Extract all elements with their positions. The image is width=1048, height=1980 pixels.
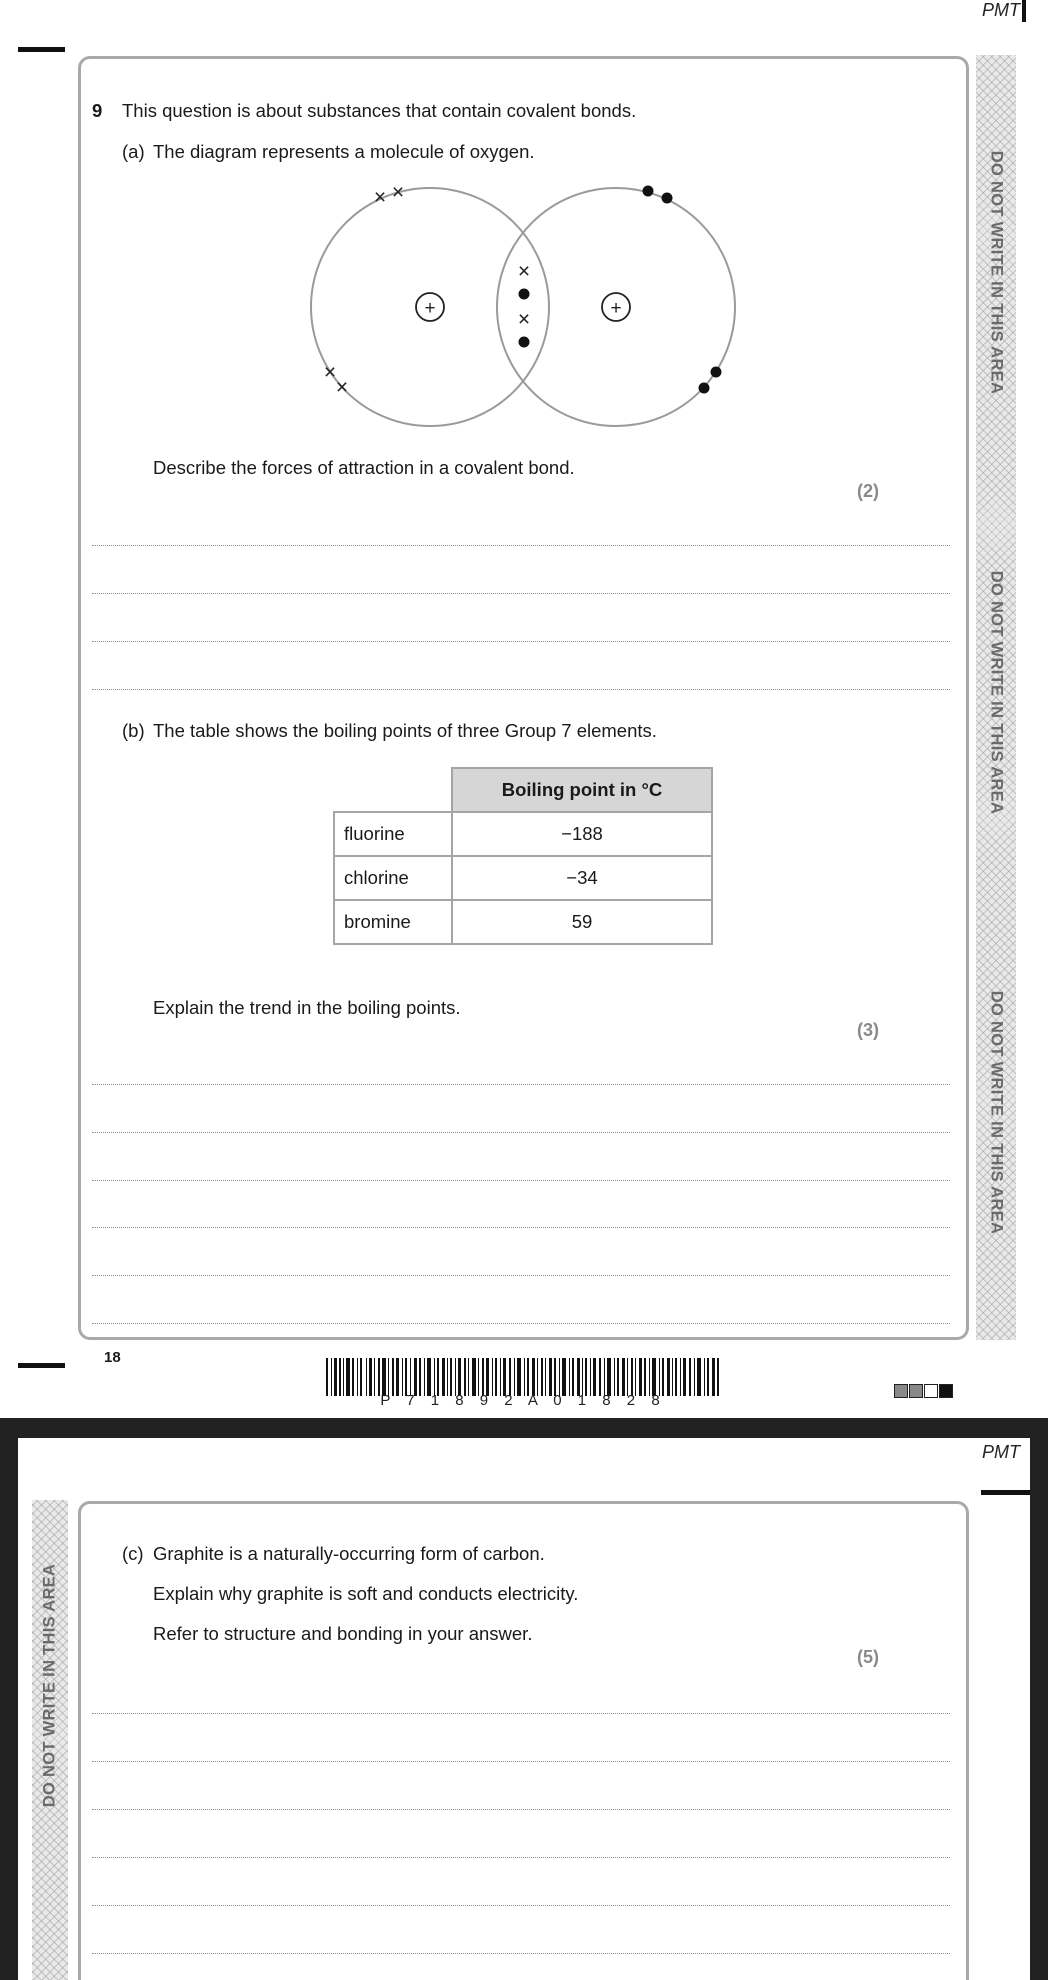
right-margin-strip bbox=[976, 55, 1016, 1340]
answer-line[interactable] bbox=[92, 545, 950, 546]
part-b-marks: (3) bbox=[857, 1020, 879, 1040]
shared-electron-dot bbox=[519, 289, 530, 300]
header-code: PMT bbox=[982, 0, 1020, 20]
question-stem: This question is about substances that contain covalent bonds. bbox=[122, 100, 637, 121]
left-margin-strip bbox=[32, 1500, 68, 1980]
table-row bbox=[334, 856, 712, 900]
shared-electron-dot bbox=[519, 337, 530, 348]
answer-line[interactable] bbox=[92, 1132, 950, 1133]
answer-line[interactable] bbox=[92, 1953, 950, 1954]
viewer-left-edge bbox=[0, 1418, 18, 1980]
answer-line[interactable] bbox=[92, 641, 950, 642]
page-marker-squares bbox=[894, 1382, 954, 1400]
part-b-task: Explain the trend in the boiling points. bbox=[153, 997, 461, 1018]
answer-line[interactable] bbox=[92, 1275, 950, 1276]
part-a-task: Describe the forces of attraction in a covalent bond. bbox=[153, 457, 575, 478]
answer-line[interactable] bbox=[92, 1809, 950, 1810]
margin-warning: DO NOT WRITE IN THIS AREA bbox=[40, 1563, 59, 1808]
part-c-label: (c) bbox=[122, 1543, 144, 1564]
boiling-point-value: −188 bbox=[452, 812, 712, 856]
part-b-intro: The table shows the boiling points of three Group 7 elements. bbox=[153, 720, 657, 741]
electron-cross: × bbox=[373, 186, 387, 209]
exam-page-19 bbox=[18, 1438, 1030, 1980]
electron-dot bbox=[699, 383, 710, 394]
nucleus-left-symbol: + bbox=[424, 298, 436, 319]
electron-dot bbox=[711, 367, 722, 378]
oxygen-molecule-diagram bbox=[300, 175, 750, 445]
table-corner bbox=[334, 768, 452, 812]
answer-line[interactable] bbox=[92, 593, 950, 594]
viewer-right-edge bbox=[1030, 1418, 1048, 1980]
table-header-row bbox=[334, 768, 712, 812]
part-b-label: (b) bbox=[122, 720, 145, 741]
boiling-point-table bbox=[333, 767, 713, 945]
electron-dot bbox=[662, 193, 673, 204]
page-separator bbox=[0, 1418, 1048, 1438]
boiling-point-value: −34 bbox=[452, 856, 712, 900]
question-box bbox=[78, 1501, 969, 1980]
barcode-text: P 7 1 8 9 2 A 0 1 8 2 8 bbox=[380, 1392, 666, 1409]
shared-electron-cross: × bbox=[517, 308, 531, 331]
part-a-label: (a) bbox=[122, 141, 145, 162]
electron-dot bbox=[643, 186, 654, 197]
question-number: 9 bbox=[92, 100, 103, 121]
margin-tick bbox=[18, 47, 65, 52]
header-code: PMT bbox=[982, 1442, 1020, 1462]
answer-line[interactable] bbox=[92, 1227, 950, 1228]
barcode bbox=[326, 1358, 720, 1396]
part-a-marks: (2) bbox=[857, 481, 879, 501]
table-row bbox=[334, 900, 712, 944]
margin-warning: DO NOT WRITE IN THIS AREA bbox=[987, 990, 1006, 1235]
part-c-line2: Explain why graphite is soft and conducts electricity. bbox=[153, 1583, 579, 1604]
answer-line[interactable] bbox=[92, 1857, 950, 1858]
element-name: chlorine bbox=[334, 856, 452, 900]
boiling-point-value: 59 bbox=[452, 900, 712, 944]
electron-cross: × bbox=[335, 376, 349, 399]
nucleus-right-symbol: + bbox=[610, 298, 622, 319]
electron-cross: × bbox=[323, 361, 337, 384]
element-name: bromine bbox=[334, 900, 452, 944]
answer-line[interactable] bbox=[92, 1180, 950, 1181]
part-c-line3: Refer to structure and bonding in your answer. bbox=[153, 1623, 533, 1644]
margin-tick bbox=[981, 1490, 1030, 1495]
shared-electron-cross: × bbox=[517, 260, 531, 283]
margin-tick bbox=[18, 1363, 65, 1368]
table-row bbox=[334, 812, 712, 856]
answer-line[interactable] bbox=[92, 1084, 950, 1085]
margin-warning: DO NOT WRITE IN THIS AREA bbox=[987, 150, 1006, 395]
answer-line[interactable] bbox=[92, 1905, 950, 1906]
electron-cross: × bbox=[391, 181, 405, 204]
answer-line[interactable] bbox=[92, 1761, 950, 1762]
margin-warning: DO NOT WRITE IN THIS AREA bbox=[987, 570, 1006, 815]
part-c-marks: (5) bbox=[857, 1647, 879, 1667]
element-name: fluorine bbox=[334, 812, 452, 856]
answer-line[interactable] bbox=[92, 689, 950, 690]
answer-line[interactable] bbox=[92, 1713, 950, 1714]
header-rule bbox=[1022, 0, 1026, 22]
part-c-line1: Graphite is a naturally-occurring form of carbon. bbox=[153, 1543, 545, 1564]
table-header-cell: Boiling point in °C bbox=[452, 768, 712, 812]
page-number: 18 bbox=[104, 1349, 121, 1366]
part-a-intro: The diagram represents a molecule of oxygen. bbox=[153, 141, 535, 162]
answer-line[interactable] bbox=[92, 1323, 950, 1324]
viewer-left-edge-top bbox=[0, 0, 18, 1418]
